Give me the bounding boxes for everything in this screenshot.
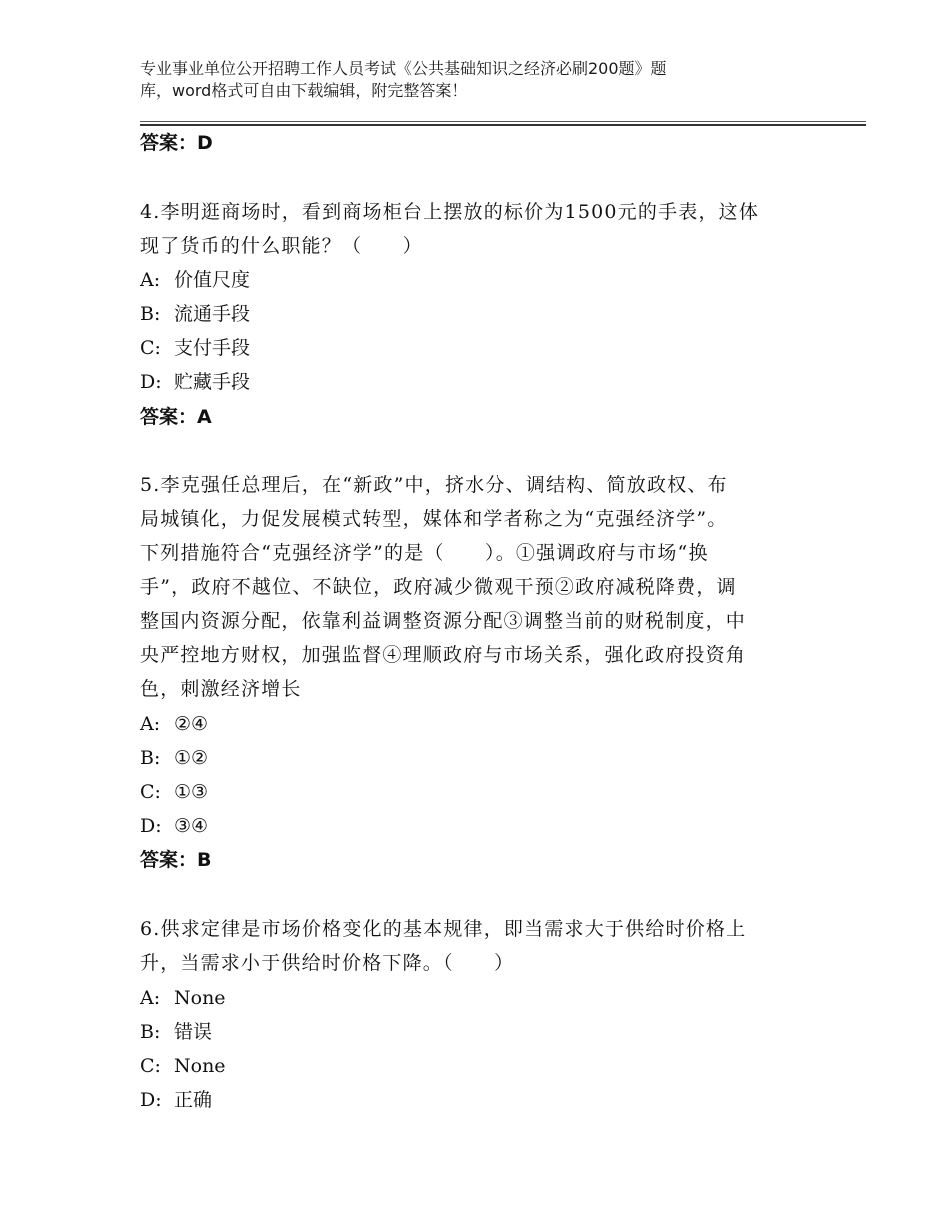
option-text: 价值尺度 xyxy=(174,269,251,291)
answer-carryover: 答案：D xyxy=(140,132,213,154)
question-6-option-c xyxy=(140,1053,226,1079)
option-label: A: xyxy=(140,269,161,291)
question-5-answer: 答案：B xyxy=(140,849,212,871)
header-divider-thick xyxy=(140,124,866,126)
option-label: D: xyxy=(140,815,162,837)
option-text: 正确 xyxy=(174,1089,213,1111)
option-label: B: xyxy=(140,747,161,769)
question-6-option-a xyxy=(140,985,226,1011)
option-label: C: xyxy=(140,1055,161,1077)
option-label: B: xyxy=(140,1021,161,1043)
option-label: A: xyxy=(140,713,161,735)
option-label: A: xyxy=(140,987,161,1009)
question-5-line-1: 5.李克强任总理后，在“新政”中，挤水分、调结构、简放政权、布 xyxy=(140,474,728,496)
question-4-answer: 答案：A xyxy=(140,406,212,428)
option-text: 贮藏手段 xyxy=(174,371,251,393)
question-5-option-b xyxy=(140,745,208,771)
option-text: ③④ xyxy=(174,815,209,837)
question-5-option-a xyxy=(140,711,208,737)
question-6-line-1: 6.供求定律是市场价格变化的基本规律，即当需求大于供给时价格上 xyxy=(140,918,747,940)
header-divider-thin xyxy=(140,121,866,122)
question-5-line-4: 手”，政府不越位、不缺位，政府减少微观干预②政府减税降费，调 xyxy=(140,576,737,598)
option-text: ①② xyxy=(174,747,209,769)
option-label: D: xyxy=(140,1089,162,1111)
option-label: C: xyxy=(140,337,161,359)
document-header xyxy=(140,58,780,102)
option-text: None xyxy=(174,1055,226,1077)
option-text: 支付手段 xyxy=(174,337,251,359)
option-label: C: xyxy=(140,781,161,803)
question-4-option-b xyxy=(140,301,250,327)
question-5-option-d xyxy=(140,813,208,839)
option-text: 流通手段 xyxy=(174,303,251,325)
question-4-line-1: 4.李明逛商场时，看到商场柜台上摆放的标价为1500元的手表，这体 xyxy=(140,201,760,223)
option-text: 错误 xyxy=(174,1021,213,1043)
question-4-option-c xyxy=(140,335,250,361)
option-text: ①③ xyxy=(174,781,209,803)
question-6-option-d xyxy=(140,1087,212,1113)
option-label: B: xyxy=(140,303,161,325)
question-5-line-2: 局城镇化，力促发展模式转型，媒体和学者称之为“克强经济学”。 xyxy=(140,508,728,530)
option-text: ②④ xyxy=(174,713,209,735)
option-label: D: xyxy=(140,371,162,393)
option-text: None xyxy=(174,987,226,1009)
question-6-line-2: 升，当需求小于供给时价格下降。（ ） xyxy=(140,952,515,974)
question-5-line-5: 整国内资源分配，依靠利益调整资源分配③调整当前的财税制度，中 xyxy=(140,610,747,632)
header-line-2: 库，word格式可自由下载编辑，附完整答案！ xyxy=(140,81,468,100)
question-4-line-2: 现了货币的什么职能？（ ） xyxy=(140,235,423,257)
question-6-option-b xyxy=(140,1019,212,1045)
question-5-option-c xyxy=(140,779,208,805)
question-4-option-a xyxy=(140,267,250,293)
question-5-line-7: 色，刺激经济增长 xyxy=(140,678,302,700)
question-5-line-6: 央严控地方财权，加强监督④理顺政府与市场关系，强化政府投资角 xyxy=(140,644,747,666)
question-4-option-d xyxy=(140,369,250,395)
header-line-1: 专业事业单位公开招聘工作人员考试《公共基础知识之经济必刷200题》题 xyxy=(140,59,667,78)
question-5-line-3: 下列措施符合“克强经济学”的是（ ）。①强调政府与市场“换 xyxy=(140,542,709,564)
